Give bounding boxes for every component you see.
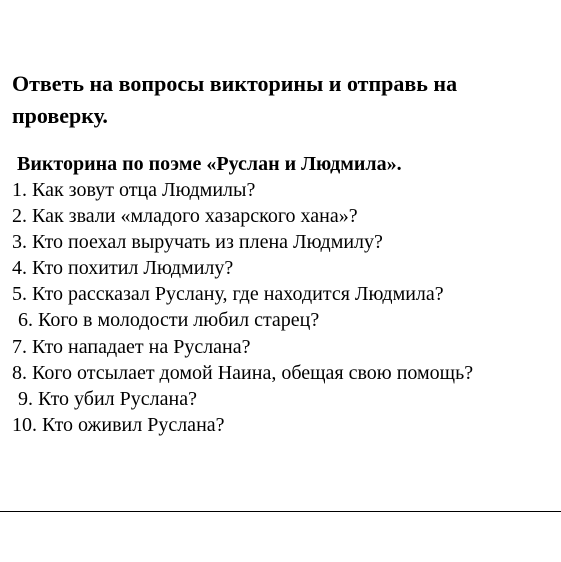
quiz-title: Викторина по поэме «Руслан и Людмила». — [17, 153, 402, 175]
question-item: 8. Кого отсылает домой Наина, обещая свою помощь? — [12, 361, 474, 384]
question-item: 2. Как звали «младого хазарского хана»? — [12, 205, 358, 228]
divider-line — [0, 511, 561, 512]
question-item: 9. Кто убил Руслана? — [18, 387, 197, 410]
question-list — [12, 177, 552, 438]
question-item: 4. Кто похитил Людмилу? — [12, 257, 234, 280]
question-item: 5. Кто рассказал Руслану, где находится Людмила? — [12, 283, 444, 306]
question-item: 6. Кого в молодости любил старец? — [18, 309, 320, 332]
question-item: 7. Кто нападает на Руслана? — [12, 335, 251, 358]
question-item: 10. Кто оживил Руслана? — [12, 413, 225, 436]
instruction-heading: Ответь на вопросы викторины и отправь на проверку. — [12, 71, 458, 128]
question-item: 1. Как зовут отца Людмилы? — [12, 179, 256, 201]
question-item: 3. Кто поехал выручать из плена Людмилу? — [12, 231, 383, 254]
